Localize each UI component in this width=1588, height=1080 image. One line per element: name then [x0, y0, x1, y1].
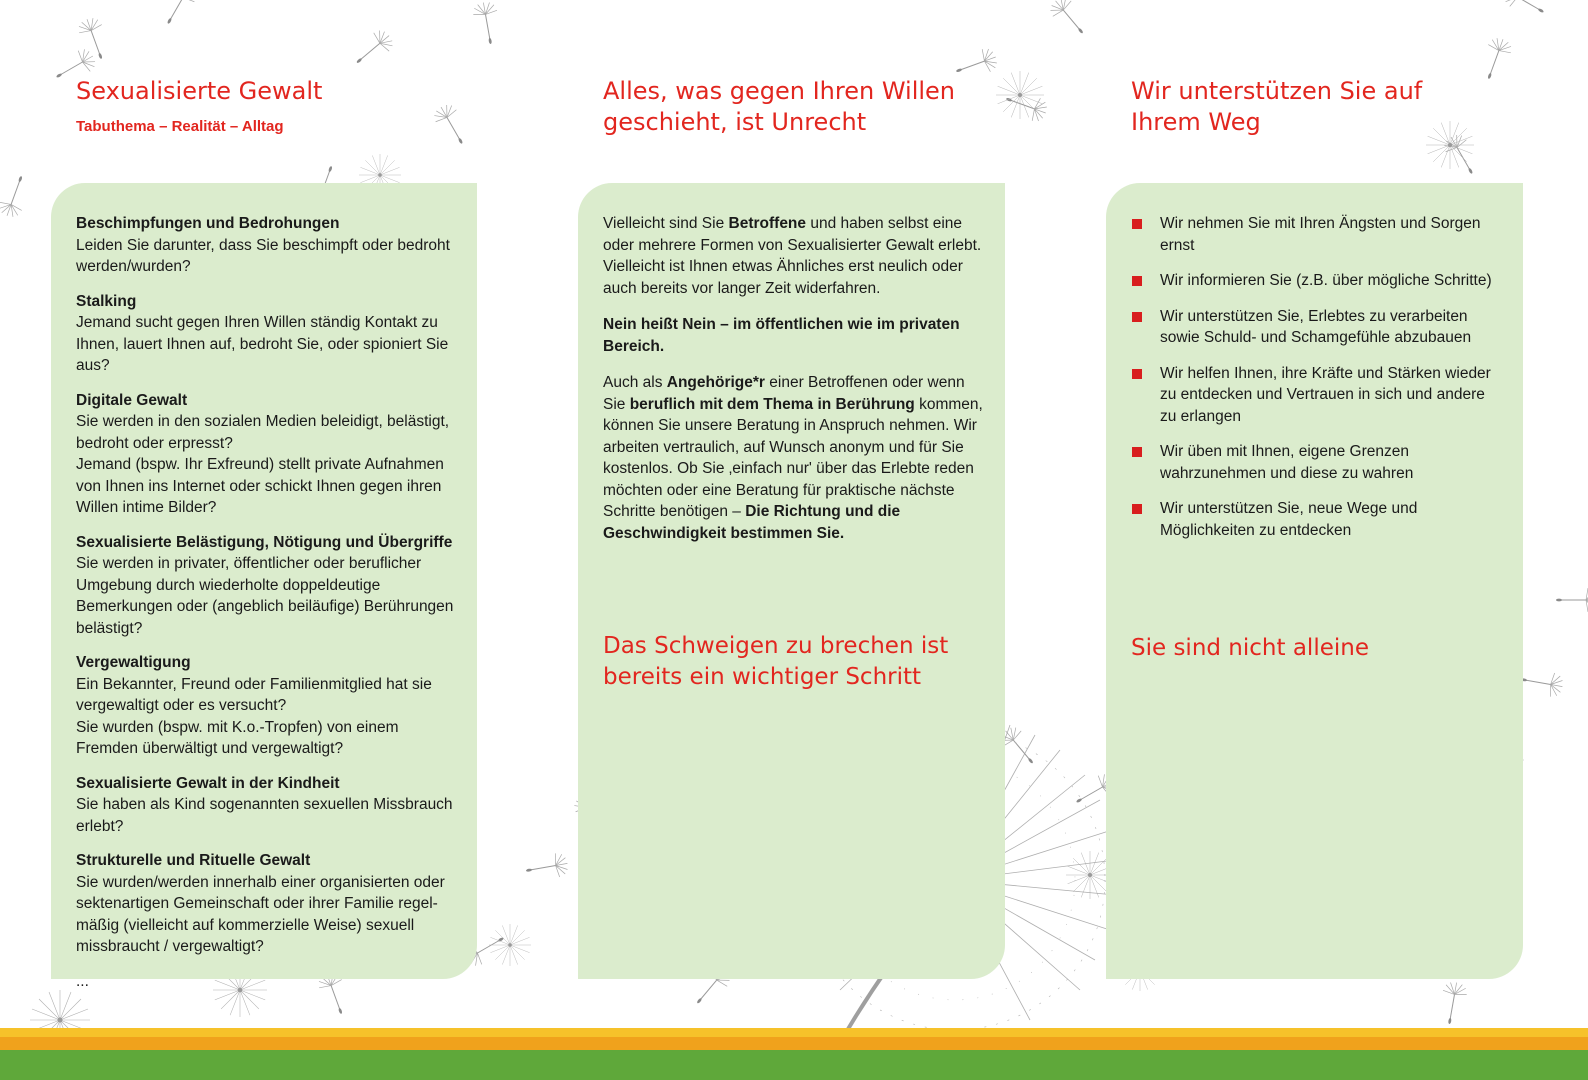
text-run-bold: beruflich mit dem Thema in Berührung	[629, 395, 915, 413]
list-item	[1132, 213, 1499, 256]
text-run: einer Betroffenen oder wenn Sie	[603, 374, 965, 413]
section-text: Sie wurden (bspw. mit K.o.-Tropfen) von einem Fremden überwältigt und vergewaltigt?	[76, 718, 399, 757]
list-item	[1132, 306, 1499, 349]
section-text: Sie haben als Kind sogenannten sexuellen Missbrauch erlebt?	[76, 796, 453, 835]
section-text: Sie wurden/werden innerhalb einer organisierten oder sektenartigen Gemeinschaft oder ihrer Familie regel-mäßig (vielleicht auf kommerzielle Weise) sexuell missbraucht / vergewaltigt?	[76, 873, 445, 955]
list-item	[1132, 441, 1499, 484]
col1-title: Sexualisierte Gewalt	[76, 77, 323, 105]
section-digital	[76, 390, 461, 519]
stripe-green	[0, 1050, 1588, 1080]
col1-subtitle: Tabuthema – Realität – Alltag	[76, 118, 284, 135]
section-text: Sie werden in privater, öffentlicher oder beruflicher Umgebung durch wiederholte doppeldeutige Bemerkungen oder (angeblich beiläufige) Berührungen belästigt?	[76, 555, 454, 637]
col2-panel	[578, 183, 1005, 979]
no-means-no: Nein heißt Nein – im öffentlichen wie im privaten Bereich.	[603, 316, 960, 355]
section-heading: Vergewaltigung	[76, 654, 191, 671]
section-heading: Beschimpfungen und Bedrohungen	[76, 215, 340, 232]
section-heading: Sexualisierte Belästigung, Nötigung und Übergriffe	[76, 533, 453, 551]
col2-title-line1: Alles, was gegen Ihren Willen	[603, 77, 956, 105]
closing-line1: Das Schweigen zu brechen ist	[603, 633, 949, 659]
bullet-square-icon	[1132, 219, 1142, 229]
closing-line2: bereits ein wichtiger Schritt	[603, 664, 922, 690]
bullet-square-icon	[1132, 312, 1142, 322]
section-insults	[76, 213, 461, 278]
text-run: Auch als	[603, 374, 667, 391]
col1-panel	[51, 183, 477, 990]
list-item-text: Wir nehmen Sie mit Ihren Ängsten und Sorgen ernst	[1160, 215, 1481, 254]
section-text: Ein Bekannter, Freund oder Familienmitglied hat sie vergewaltigt oder es versucht?	[76, 675, 432, 714]
text-run-bold: Die Richtung und die Geschwindigkeit bestimmen Sie.	[603, 503, 901, 542]
section-stalking	[76, 291, 461, 377]
section-heading: Digitale Gewalt	[76, 391, 188, 409]
stripe-yellow	[0, 1028, 1588, 1037]
section-text: Jemand (bspw. Ihr Exfreund) stellt private Aufnahmen von Ihnen ins Internet oder schickt Ihnen gegen ihren Willen intime Bilder?	[76, 456, 444, 516]
section-text: Sie werden in den sozialen Medien beleidigt, belästigt, bedroht oder erpresst?	[76, 413, 450, 452]
list-item	[1132, 498, 1499, 541]
text-run-bold: Betroffene	[728, 215, 807, 232]
section-heading: Sexualisierte Gewalt in der Kindheit	[76, 774, 340, 792]
list-item-text: Wir informieren Sie (z.B. über mögliche Schritte)	[1160, 272, 1492, 289]
ellipsis: ...	[76, 972, 89, 990]
section-ritual	[76, 850, 461, 958]
list-item-text: Wir helfen Ihnen, ihre Kräfte und Stärken wieder zu entdecken und Vertrauen in sich und andere zu erlangen	[1160, 364, 1491, 425]
col3-closing: Sie sind nicht alleine	[1131, 635, 1369, 661]
list-item	[1132, 363, 1499, 428]
col3-title-line2: Ihrem Weg	[1131, 108, 1261, 136]
bullet-square-icon	[1132, 504, 1142, 514]
bullet-square-icon	[1132, 369, 1142, 379]
intro-paragraph	[603, 213, 983, 299]
bullet-square-icon	[1132, 447, 1142, 457]
text-run: Vielleicht sind Sie	[603, 215, 729, 232]
section-heading: Stalking	[76, 292, 137, 310]
col3-title	[1131, 76, 1422, 138]
section-childhood	[76, 773, 461, 838]
list-item	[1132, 270, 1499, 292]
section-text: Leiden Sie darunter, dass Sie beschimpft oder bedroht werden/wurden?	[76, 236, 450, 275]
col2-title	[603, 76, 955, 138]
section-harassment	[76, 532, 461, 640]
list-item-text: Wir üben mit Ihnen, eigene Grenzen wahrzunehmen und diese zu wahren	[1160, 443, 1414, 482]
col2-title-line2: geschieht, ist Unrecht	[603, 108, 867, 136]
section-text: Jemand sucht gegen Ihren Willen ständig Kontakt zu Ihnen, lauert Ihnen auf, bedroht Sie, oder spioniert Sie aus?	[76, 314, 449, 374]
text-run: und haben selbst eine oder mehrere Formen von Sexualisierter Gewalt erlebt. Vielleicht ist Ihnen etwas Ähnliches erst neulich oder auch bereits vor langer Zeit widerfahren.	[603, 215, 982, 297]
bullet-square-icon	[1132, 276, 1142, 286]
list-item-text: Wir unterstützen Sie, Erlebtes zu verarbeiten sowie Schuld- und Schamgefühle abzubauen	[1160, 307, 1472, 346]
stripe-orange	[0, 1037, 1588, 1050]
text-run-bold: Angehörige*r	[666, 374, 765, 391]
list-item-text: Wir unterstützen Sie, neue Wege und Möglichkeiten zu entdecken	[1160, 500, 1418, 539]
support-list	[1132, 213, 1499, 541]
section-heading: Strukturelle und Rituelle Gewalt	[76, 852, 311, 869]
col3-title-line1: Wir unterstützen Sie auf	[1131, 77, 1423, 105]
relatives-paragraph	[603, 372, 983, 544]
col3-panel	[1106, 183, 1523, 979]
col2-closing	[603, 631, 948, 693]
text-run: kommen, können Sie unsere Beratung in Anspruch nehmen. Wir arbeiten vertraulich, auf Wunsch anonym und für Sie kostenlos. Ob Sie ‚einfach nur' über das Erlebte reden möchten oder eine Beratung für praktische nächste Schritte benötigen –	[603, 395, 983, 520]
section-rape	[76, 652, 461, 760]
